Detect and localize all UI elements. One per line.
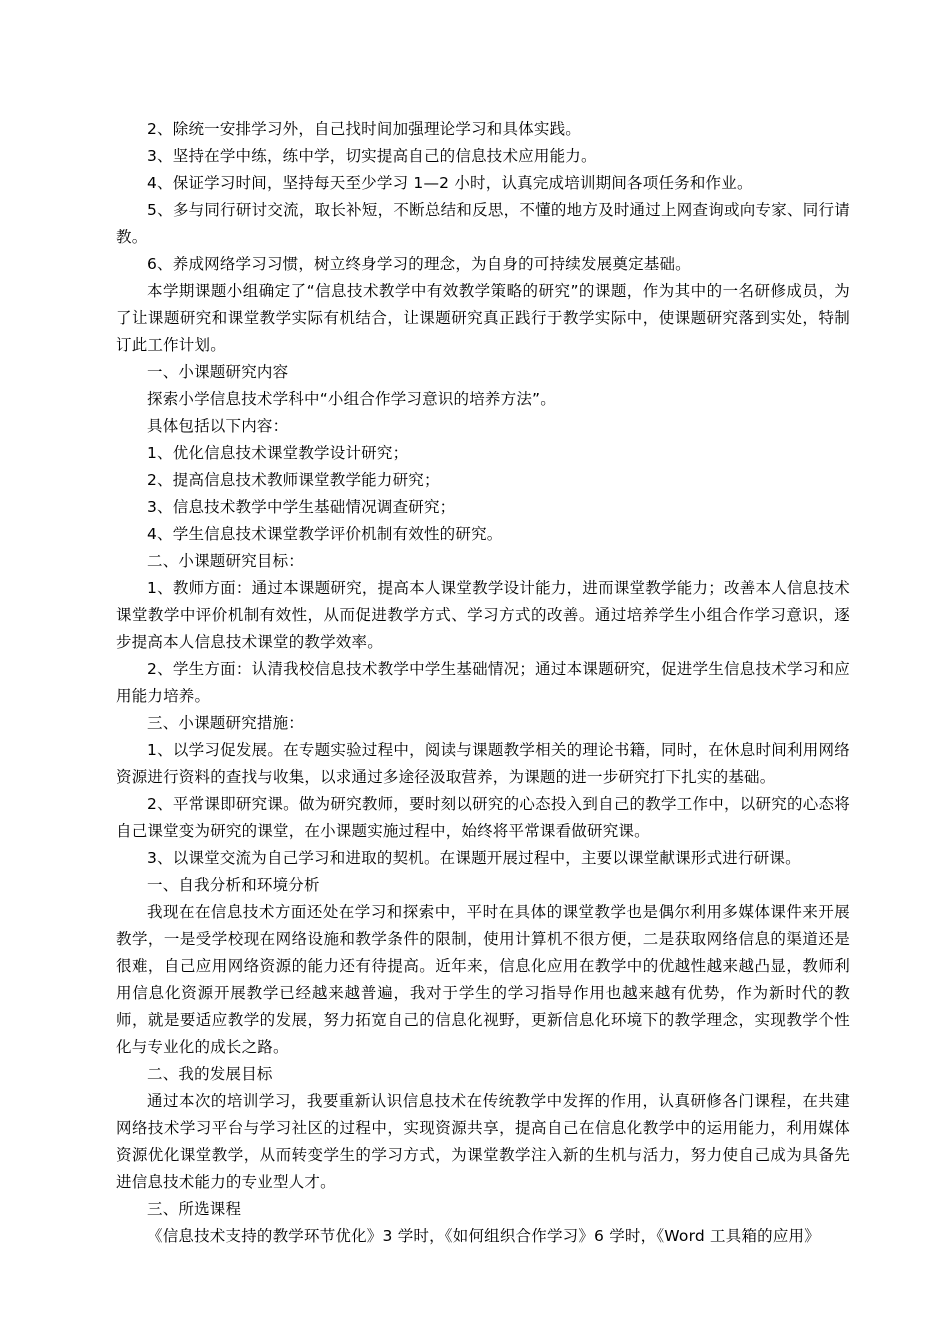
paragraph-self-analysis: 我现在在信息技术方面还处在学习和探索中，平时在具体的课堂教学也是偶尔利用多媒体课件来开展教学，一是受学校现在网络设施和教学条件的限制，使用计算机不很方便，二是获取网络信息的渠道还是很难，自己应用网络资源的能力还有待提高。近年来，信息化应用在教学中的优越性越来越凸显，教师利用信息化资源开展教学已经越来越普遍，我对于学生的学习指导作用也越来越有优势，作为新时代的教师，就是要适应教学的发展，努力拓宽自己的信息化视野，更新信息化环境下的教学理念，实现教学个性化与专业化的成长之路。: [116, 903, 850, 1056]
paragraph-measure-3: 3、以课堂交流为自己学习和进取的契机。在课题开展过程中，主要以课堂献课形式进行研课。: [147, 849, 801, 867]
paragraph-practice: 3、坚持在学中练，练中学，切实提高自己的信息技术应用能力。: [147, 147, 597, 165]
paragraph-measure-2: 2、平常课即研究课。做为研究教师，要时刻以研究的心态投入到自己的教学工作中，以研究的心态将自己课堂变为研究的课堂，在小课题实施过程中，始终将平常课看做研究课。: [116, 795, 850, 840]
heading-development-goals: 二、我的发展目标: [147, 1065, 273, 1083]
heading-research-measures: 三、小课题研究措施：: [147, 714, 305, 732]
heading-selected-courses: 三、所选课程: [147, 1200, 242, 1218]
paragraph-measure-1: 1、以学习促发展。在专题实验过程中，阅读与课题教学相关的理论书籍，同时，在休息时间利用网络资源进行资料的查找与收集，以求通过多途径汲取营养，为课题的进一步研究打下扎实的基础。: [116, 741, 850, 786]
paragraph-development-goals: 通过本次的培训学习，我要重新认识信息技术在传统教学中发挥的作用，认真研修各门课程，在共建网络技术学习平台与学习社区的过程中，实现资源共享，提高自己在信息化教学中的运用能力，利用媒体资源优化课堂教学，从而转变学生的学习方式，为课堂教学注入新的生机与活力，努力使自己成为具备先进信息技术能力的专业型人才。: [116, 1092, 850, 1191]
paragraph-project-intro: 本学期课题小组确定了“信息技术教学中有效教学策略的研究”的课题，作为其中的一名研修成员，为了让课题研究和课堂教学实际有机结合，让课题研究真正践行于教学实际中，使课题研究落到实处，特制订此工作计划。: [116, 282, 850, 354]
list-item-2: 2、提高信息技术教师课堂教学能力研究；: [147, 471, 440, 489]
list-item-1: 1、优化信息技术课堂教学设计研究；: [147, 444, 409, 462]
heading-research-goals: 二、小课题研究目标：: [147, 552, 305, 570]
paragraph-selected-courses: 《信息技术支持的教学环节优化》3 学时，《如何组织合作学习》6 学时，《Word 工具箱的应用》: [147, 1227, 820, 1245]
paragraph-daily-hours: 4、保证学习时间，坚持每天至少学习 1—2 小时，认真完成培训期间各项任务和作业。: [147, 174, 753, 192]
heading-self-analysis: 一、自我分析和环境分析: [147, 876, 320, 894]
paragraph-peer-exchange: 5、多与同行研讨交流，取长补短，不断总结和反思，不懂的地方及时通过上网查询或向专家、同行请教。: [116, 201, 850, 246]
paragraph-student-goals: 2、学生方面：认清我校信息技术教学中学生基础情况；通过本课题研究，促进学生信息技术学习和应用能力培养。: [116, 660, 850, 705]
list-item-4: 4、学生信息技术课堂教学评价机制有效性的研究。: [147, 525, 503, 543]
list-item-3: 3、信息技术教学中学生基础情况调查研究；: [147, 498, 456, 516]
paragraph-teacher-goals: 1、教师方面：通过本课题研究，提高本人课堂教学设计能力，进而课堂教学能力；改善本人信息技术课堂教学中评价机制有效性，从而促进教学方式、学习方式的改善。通过培养学生小组合作学习意识，逐步提高本人信息技术课堂的教学效率。: [116, 579, 850, 651]
paragraph-study-time: 2、除统一安排学习外，自己找时间加强理论学习和具体实践。: [147, 120, 581, 138]
heading-research-content: 一、小课题研究内容: [147, 363, 289, 381]
paragraph-research-topic: 探索小学信息技术学科中“小组合作学习意识的培养方法”。: [147, 390, 556, 408]
document-body: [116, 116, 850, 1250]
paragraph-lifelong-learning: 6、养成网络学习习惯，树立终身学习的理念，为自身的可持续发展奠定基础。: [147, 255, 691, 273]
paragraph-includes: 具体包括以下内容：: [147, 417, 289, 435]
